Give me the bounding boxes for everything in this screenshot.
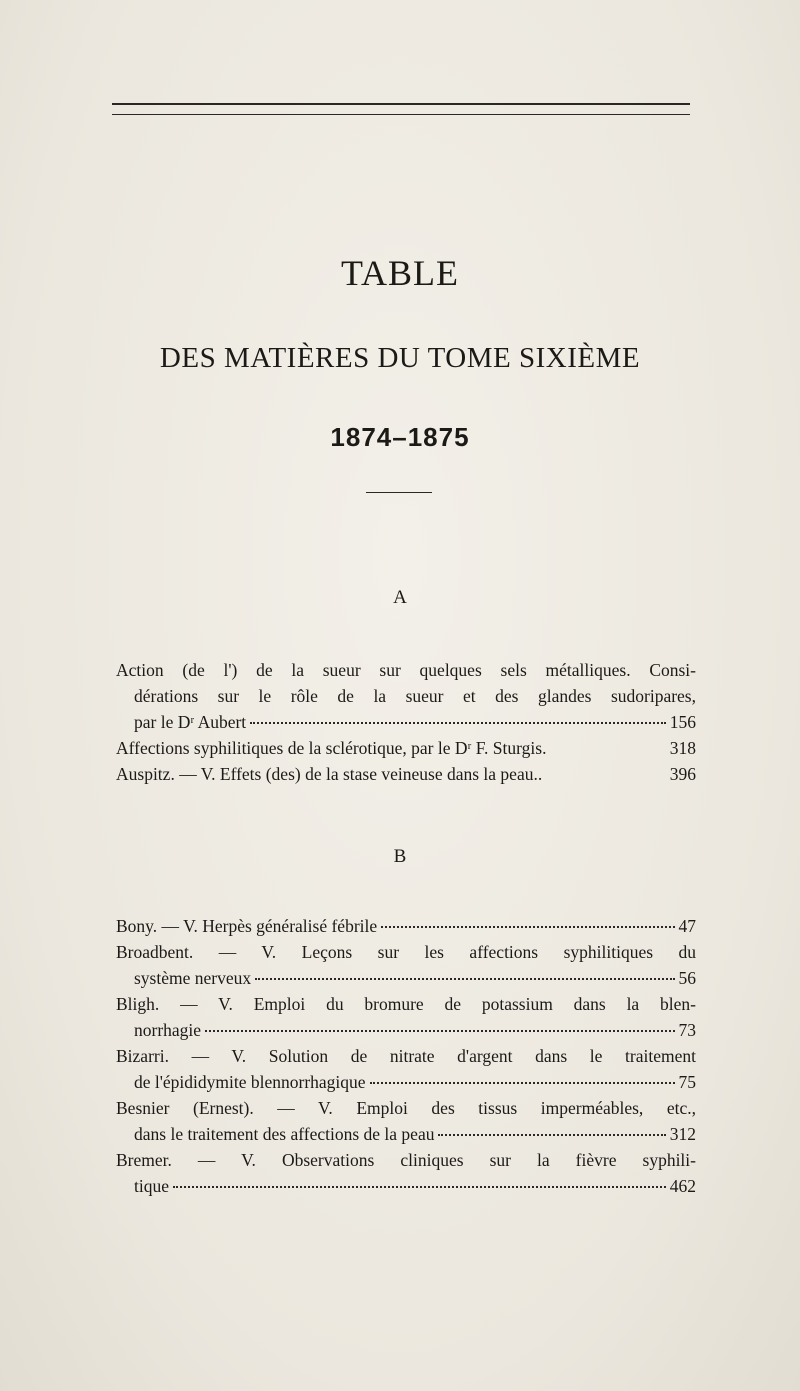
page-number: 462 bbox=[669, 1176, 696, 1196]
page-number: 396 bbox=[669, 764, 696, 784]
page-number: 47 bbox=[678, 916, 696, 936]
entry-line: Action (de l') de la sueur sur quelques sels métalliques. Consi- bbox=[116, 660, 696, 680]
leader-dots bbox=[205, 1030, 674, 1032]
index-entry bbox=[116, 913, 696, 939]
entry-line: de l'épididymite blennorrhagique bbox=[134, 1072, 366, 1092]
entry-line: Auspitz. — V. Effets (des) de la stase veineuse dans la peau.. bbox=[116, 764, 543, 784]
entry-line: Bony. — V. Herpès généralisé fébrile bbox=[116, 916, 378, 936]
index-entry bbox=[116, 1095, 696, 1147]
page-number: 312 bbox=[669, 1124, 696, 1144]
leader-dots bbox=[173, 1186, 666, 1188]
section-letter-b: B bbox=[393, 846, 407, 867]
section-letter-a: A bbox=[393, 587, 407, 608]
entry-line-last bbox=[116, 1173, 696, 1199]
entry-line-last bbox=[116, 1017, 696, 1043]
section-b-entries bbox=[116, 913, 696, 1199]
page-number: 75 bbox=[678, 1072, 696, 1092]
entry-line: Bizarri. — V. Solution de nitrate d'argent dans le traitement bbox=[116, 1046, 696, 1066]
entry-line-last bbox=[116, 965, 696, 991]
index-entry bbox=[116, 991, 696, 1043]
entry-line-last bbox=[116, 913, 696, 939]
section-divider bbox=[366, 492, 432, 493]
leader-dots bbox=[438, 1134, 665, 1136]
entry-line-last bbox=[116, 735, 696, 761]
entry-line: norrhagie bbox=[134, 1020, 202, 1040]
entry-line: Broadbent. — V. Leçons sur les affections syphilitiques du bbox=[116, 942, 696, 962]
header-double-rule bbox=[112, 103, 690, 115]
entry-line-last bbox=[116, 761, 696, 787]
entry-line: dans le traitement des affections de la peau bbox=[134, 1124, 435, 1144]
leader-dots bbox=[370, 1082, 675, 1084]
leader-dots bbox=[381, 926, 674, 928]
entry-line: Affections syphilitiques de la sclérotique, par le Dʳ F. Sturgis. bbox=[116, 738, 547, 758]
index-entry bbox=[116, 657, 696, 735]
index-entry bbox=[116, 735, 696, 761]
entry-line: dérations sur le rôle de la sueur et des glandes sudoripares, bbox=[134, 686, 696, 706]
entry-line-last bbox=[116, 1069, 696, 1095]
page-number: 318 bbox=[669, 738, 696, 758]
entry-line: tique bbox=[134, 1176, 169, 1196]
entry-line: système nerveux bbox=[134, 968, 252, 988]
entry-line: Besnier (Ernest). — V. Emploi des tissus imperméables, etc., bbox=[116, 1098, 696, 1118]
leader-dots bbox=[250, 722, 666, 724]
index-entry bbox=[116, 1147, 696, 1199]
page-number: 56 bbox=[678, 968, 696, 988]
entry-line-last bbox=[116, 1121, 696, 1147]
section-a-entries bbox=[116, 657, 696, 787]
entry-line: Bligh. — V. Emploi du bromure de potassium dans la blen- bbox=[116, 994, 696, 1014]
volume-years: 1874–1875 bbox=[330, 422, 470, 452]
entry-line-last bbox=[116, 709, 696, 735]
entry-line: par le Dʳ Aubert bbox=[134, 712, 247, 732]
page-title: TABLE bbox=[340, 253, 460, 293]
page-subtitle: DES MATIÈRES DU TOME SIXIÈME bbox=[159, 342, 641, 374]
entry-line: Bremer. — V. Observations cliniques sur la fièvre syphili- bbox=[116, 1150, 696, 1170]
leader-dots bbox=[255, 978, 674, 980]
page-number: 73 bbox=[678, 1020, 696, 1040]
index-entry bbox=[116, 761, 696, 787]
index-entry bbox=[116, 1043, 696, 1095]
page-number: 156 bbox=[669, 712, 696, 732]
index-entry bbox=[116, 939, 696, 991]
